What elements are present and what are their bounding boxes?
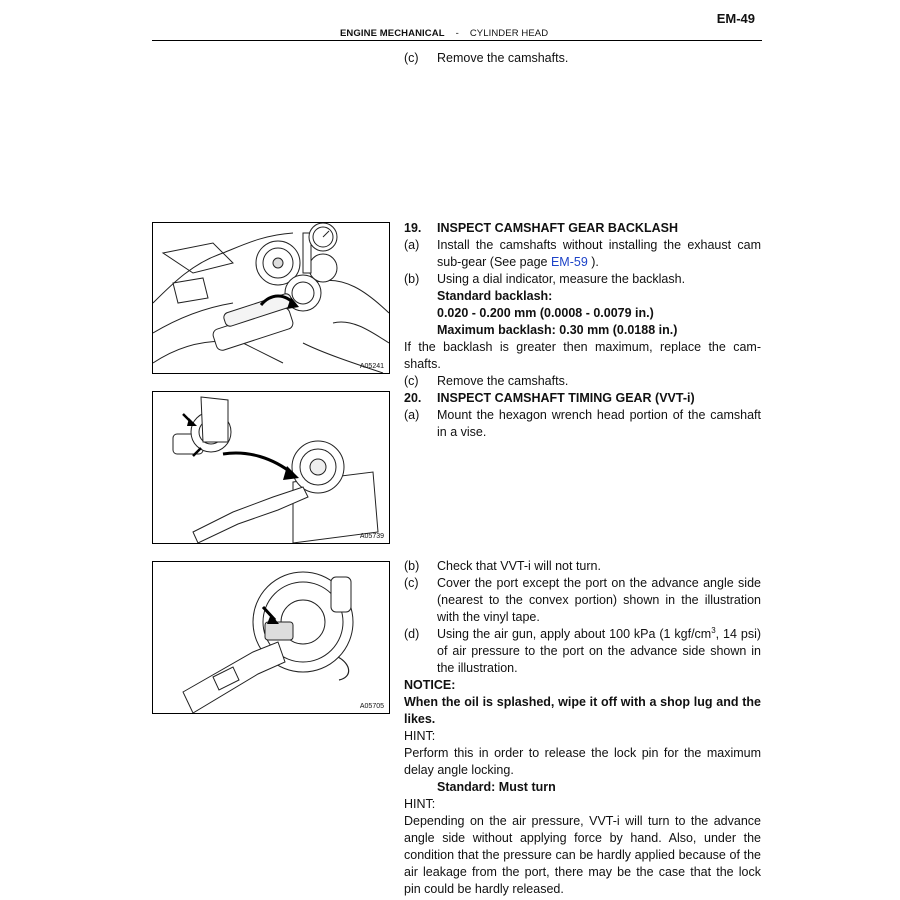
hint-text: Perform this in order to release the lock pin for the maximum delay angle locking.: [404, 746, 761, 777]
top-step-text: Remove the camshafts.: [437, 51, 569, 65]
section-20-step-a: [404, 407, 761, 441]
hint-label-2: HINT:: [404, 797, 436, 811]
section-19-step-b: [404, 271, 761, 288]
step-text: Cover the port except the port on the advance angle side (nearest to the convex portion) shown in the illustration with the vinyl tape.: [437, 576, 761, 624]
notice-text: When the oil is splashed, wipe it off with a shop lug and the likes.: [404, 695, 761, 726]
standard-must-turn: Standard: Must turn: [437, 780, 556, 794]
backlash-illustration: [153, 223, 389, 373]
top-step-label: (c): [404, 51, 419, 65]
step-label: (b): [404, 559, 420, 573]
step-text: Using the air gun, apply about 100 kPa (1 kgf/cm: [437, 627, 712, 641]
step-text: Install the camshafts without installing the exhaust cam sub-gear (See page: [437, 238, 761, 269]
figure-vise: [152, 391, 390, 544]
figure-code-3: A05705: [359, 703, 384, 710]
vvti-illustration: [153, 562, 389, 713]
step-label: (c): [404, 374, 419, 388]
section-19-step-a: [404, 237, 761, 271]
procedure-text-continued: [404, 558, 761, 898]
step-text-end: ).: [587, 255, 599, 269]
step-label: (c): [404, 576, 419, 590]
section-20-title: INSPECT CAMSHAFT TIMING GEAR (VVT-i): [437, 391, 695, 405]
step-text-end: , 14 psi) of air pressure to the port on the advance side shown in the illustration.: [437, 627, 762, 675]
section-19-heading: [404, 220, 761, 237]
header-section: ENGINE MECHANICAL: [340, 28, 445, 39]
step-label: (d): [404, 627, 420, 641]
standard-backlash-label: Standard backlash:: [437, 289, 553, 303]
figure-backlash: [152, 222, 390, 374]
step-text: Remove the camshafts.: [437, 374, 569, 388]
section-20-step-c: [404, 575, 761, 626]
maximum-backlash: Maximum backlash: 0.30 mm (0.0188 in.): [437, 323, 678, 337]
header-subsection: CYLINDER HEAD: [469, 28, 549, 39]
running-header: [340, 28, 548, 39]
figure-code-1: A05241: [359, 363, 384, 370]
step-label: (b): [404, 272, 420, 286]
step-text: Check that VVT-i will not turn.: [437, 559, 601, 573]
step-text: Mount the hexagon wrench head portion of the camshaft in a vise.: [437, 408, 761, 439]
notice-label: NOTICE:: [404, 678, 456, 692]
section-20-step-b: [404, 558, 761, 575]
step-text: Using a dial indicator, measure the backlash.: [437, 272, 686, 286]
hint-text-2: Depending on the air pressure, VVT-i will turn to the advance angle side without applying force by hand. Also, under the condition that the pressure can be hardly applied because of the air leakage from the port, there may be the case that the lock pin could be hardly released.: [404, 814, 761, 896]
header-separator: -: [455, 28, 459, 39]
figure-code-2: A05739: [359, 533, 384, 540]
step-label: (a): [404, 238, 420, 252]
page-link-em59[interactable]: EM-59: [550, 255, 588, 269]
section-20-step-d: [404, 626, 761, 677]
section-19-title: INSPECT CAMSHAFT GEAR BACKLASH: [437, 221, 678, 235]
backlash-note: If the backlash is greater then maximum, replace the cam-shafts.: [404, 340, 761, 371]
vise-illustration: [153, 392, 389, 543]
section-19-number: 19.: [404, 221, 422, 235]
section-20-number: 20.: [404, 391, 422, 405]
page-number: EM-49: [716, 11, 755, 26]
step-label: (a): [404, 408, 420, 422]
header-rule: [152, 40, 762, 41]
top-step: [404, 50, 761, 67]
section-19-step-c: [404, 373, 761, 390]
procedure-text: [404, 220, 761, 441]
superscript: 3: [711, 625, 716, 635]
hint-label: HINT:: [404, 729, 436, 743]
standard-backlash-value: 0.020 - 0.200 mm (0.0008 - 0.0079 in.): [437, 306, 654, 320]
figure-vvti: [152, 561, 390, 714]
section-20-heading: [404, 390, 761, 407]
